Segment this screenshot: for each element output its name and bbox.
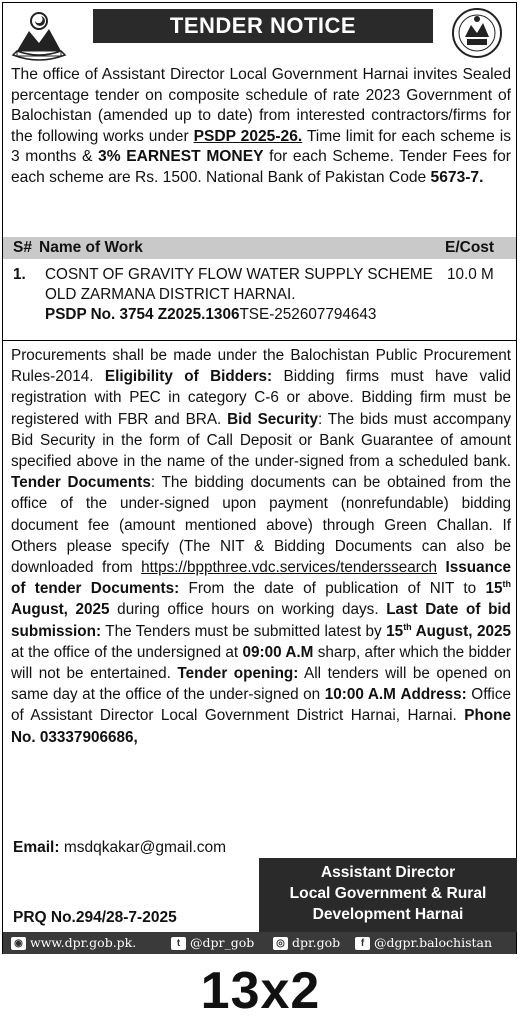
psdp-year: PSDP 2025-26. bbox=[193, 127, 303, 145]
email-line: Email: msdqkakar@gmail.com bbox=[13, 839, 226, 856]
table-row bbox=[3, 265, 516, 339]
tender-search-link[interactable]: https://bppthree.vdc.services/tenderssearch bbox=[141, 559, 438, 577]
divider bbox=[3, 340, 516, 341]
col-name: Name of Work bbox=[39, 239, 143, 256]
footer-facebook[interactable]: f @dgpr.balochistan bbox=[355, 932, 492, 954]
signature-block: Assistant Director Local Government & Rural Development Harnai bbox=[259, 858, 517, 932]
row-name: COSNT OF GRAVITY FLOW WATER SUPPLY SCHEME OLD ZARMANA DISTRICT HARNAI. PSDP No. 3754 Z2025.1306TSE-252607794643 bbox=[45, 266, 433, 323]
tender-notice bbox=[2, 2, 517, 954]
page-title: TENDER NOTICE bbox=[93, 9, 433, 43]
footer-web[interactable]: ◉ www.dpr.gob.pk. bbox=[11, 932, 136, 954]
footer-instagram[interactable]: ◎ dpr.gob bbox=[273, 932, 340, 954]
row-sn: 1. bbox=[13, 266, 26, 283]
body-paragraph: Procurements shall be made under the Balochistan Public Procurement Rules-2014. Eligibility of Bidders: Bidding firms must have valid registration with PEC in category C-6 or above. Bidding firm must be registered with FBR and BRA. Bid Security: The bids must accompany Bid Security in the form of Call Deposit or Bank Guarantee of amount specified above in the name of the under-signed from a scheduled bank. Tender Documents: The bidding documents can be obtained from the office of the under-signed upon payment (nonrefundable) bidding document fee (amount mentioned above) through Green Challan. If Others please specify (The NIT & Bidding Documents can also be downloaded from https://bppthree.vdc.services/tenderssearch Issuance of tender Documents: From the date of publication of NIT to 15th August, 2025 during office hours on working days. Last Date of bid submission: The Tenders must be submitted latest by 15th August, 2025 at the office of the undersigned at 09:00 A.M sharp, after which the bidder will not be entertained. Tender opening: All tenders will be opened on same day at the office of the under-signed on 10:00 A.M Address: Office of Assistant Director Local Government District Harnai, Harnai. Phone No. 03337906686, bbox=[11, 347, 512, 746]
globe-icon: ◉ bbox=[11, 937, 26, 950]
col-cost: E/Cost bbox=[445, 239, 495, 256]
instagram-icon: ◎ bbox=[273, 937, 288, 950]
bank-code: 5673-7. bbox=[430, 168, 484, 186]
ad-size-label: 13x2 bbox=[200, 962, 321, 1020]
row-cost: 10.0 M bbox=[447, 266, 494, 283]
twitter-icon: t bbox=[171, 937, 186, 950]
facebook-icon: f bbox=[355, 937, 370, 950]
email-value[interactable]: msdqkakar@gmail.com bbox=[59, 839, 226, 856]
intro-paragraph: The office of Assistant Director Local Government Harnai invites Sealed percentage tender on composite schedule of rate 2023 Government of Balochistan (amended up to date) from interested contractors/firms for the following works under PSDP 2025-26. Time limit for each scheme is 3 months & 3% EARNEST MONEY for each Scheme. Tender Fees for each scheme are Rs. 1500. National Bank of Pakistan Code 5673-7. bbox=[11, 66, 511, 186]
directorate-seal-icon bbox=[447, 7, 507, 63]
balochistan-government-emblem-icon bbox=[9, 7, 69, 63]
table-header bbox=[3, 237, 516, 259]
footer-bar bbox=[3, 932, 516, 954]
prq-number: PRQ No.294/28-7-2025 bbox=[13, 909, 177, 926]
col-sn: S# bbox=[13, 239, 32, 256]
footer-twitter[interactable]: t @dpr_gob bbox=[171, 932, 254, 954]
header bbox=[3, 3, 518, 65]
